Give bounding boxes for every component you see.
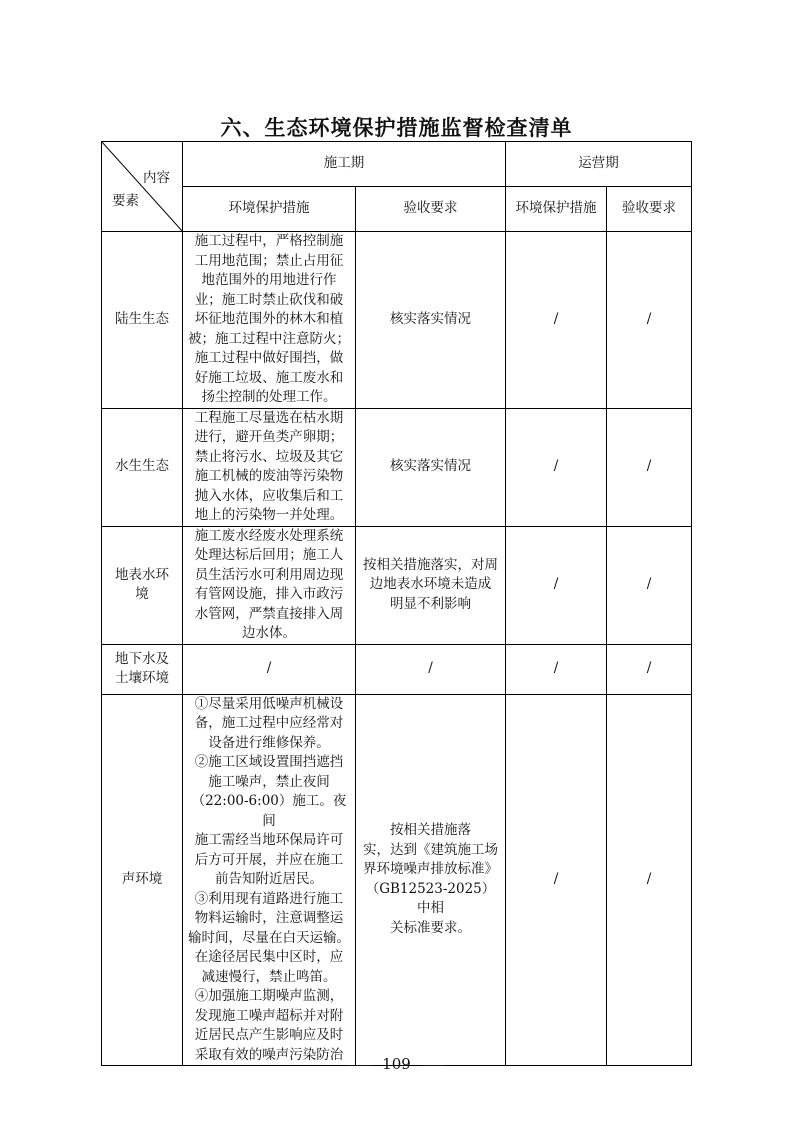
text-line: 施工过程中做好围挡，做 — [194, 350, 344, 366]
table-row — [102, 526, 692, 644]
operation-acceptance-cell: / — [607, 232, 692, 409]
text-line: 前告知附近居民。 — [215, 871, 323, 887]
text-line: （22:00-6:00）施工。夜间 — [191, 793, 347, 829]
text-line: 边地表水环境未造成 — [369, 576, 492, 593]
measures-cell — [183, 526, 356, 644]
element-cell: 声环境 — [102, 694, 183, 1066]
text-line: ④加强施工期噪声监测， — [194, 988, 344, 1004]
page-title: 六、生态环境保护措施监督检查清单 — [220, 116, 573, 140]
text-line: 施工需经当地环保局许可 — [194, 832, 344, 848]
text-line: 按相关措施落实，对周 — [363, 556, 498, 573]
text-line: 业；施工时禁止砍伐和破 — [194, 291, 344, 308]
text-line: 减速慢行，禁止鸣笛。 — [201, 968, 337, 985]
header-row-1 — [102, 142, 692, 187]
text-line: 坏征地范围外的林木和植 — [194, 311, 344, 327]
element-cell — [102, 526, 183, 644]
text-line: 物料运输时，注意调整运 — [194, 910, 344, 926]
text-line: 施工废水经废水处理系统 — [194, 527, 344, 544]
text-line: 抛入水体，应收集后和工 — [194, 487, 344, 504]
header-construction-measures: 环境保护措施 — [183, 187, 356, 232]
text-line: 界环境噪声排放标准》 — [363, 861, 498, 878]
text-line: 地下水及 — [115, 650, 169, 667]
text-line: 水管网，严禁直接排入周 — [194, 605, 344, 622]
text-line: 设备进行维修保养。 — [208, 734, 330, 751]
text-line: 边水体。 — [242, 625, 296, 641]
text-line: 备，施工过程中应经常对 — [194, 715, 344, 731]
corner-label-element: 要素 — [112, 193, 139, 209]
text-line: 实，达到《建筑施工场 — [363, 841, 498, 858]
operation-measures-cell: / — [506, 408, 607, 526]
operation-measures-cell: / — [506, 232, 607, 409]
text-line: 禁止将污水、垃圾及其它 — [194, 448, 344, 465]
acceptance-cell — [356, 232, 506, 409]
operation-acceptance-cell: / — [607, 694, 692, 1066]
text-line: 工用地范围；禁止占用征 — [194, 252, 344, 269]
text-line: 工程施工尽量选在枯水期 — [194, 409, 344, 426]
text-line: 地表水环 — [115, 566, 169, 583]
text-line: ③利用现有道路进行施工 — [194, 890, 344, 907]
text-line: 土壤环境 — [115, 670, 169, 686]
table-row — [102, 408, 692, 526]
text-line: 处理达标后回用；施工人 — [194, 547, 344, 563]
measures-cell — [183, 408, 356, 526]
text-line: 好施工垃圾、施工废水和 — [194, 369, 344, 386]
page-number: 109 — [382, 1055, 411, 1073]
operation-acceptance-cell: / — [607, 408, 692, 526]
acceptance-cell — [356, 526, 506, 644]
text-line: 按相关措施落 — [390, 822, 471, 839]
text-line: 扬尘控制的处理工作。 — [201, 389, 337, 405]
footer-dash-right — [421, 1065, 445, 1066]
text-line: ②施工区域设置围挡遮挡 — [194, 754, 344, 770]
text-line: 地上的污染物一并处理。 — [194, 507, 344, 523]
header-construction-period: 施工期 — [183, 142, 506, 187]
table-row — [102, 644, 692, 694]
diagonal-header-cell — [102, 142, 183, 232]
corner-label-content: 内容 — [143, 170, 170, 186]
text-line: 被；施工过程中注意防火； — [188, 330, 350, 347]
footer-dash-left — [348, 1065, 372, 1066]
table-row — [102, 232, 692, 409]
text-line: 地范围外的用地进行作 — [201, 272, 337, 288]
measures-cell — [183, 232, 356, 409]
text-line: 输时间，尽量在白天运输。 — [188, 929, 350, 946]
operation-acceptance-cell: / — [607, 644, 692, 694]
text-line: 关标准要求。 — [390, 919, 471, 936]
text-line: 采取有效的噪声污染防治 — [194, 1046, 344, 1063]
text-line: 施工机械的废油等污染物 — [194, 468, 344, 484]
header-operation-acceptance: 验收要求 — [607, 187, 692, 232]
text-line: 后方可开展，并应在施工 — [194, 851, 344, 868]
element-cell — [102, 644, 183, 694]
header-operation-period: 运营期 — [506, 142, 692, 187]
text-line: 发现施工噪声超标并对附 — [194, 1007, 344, 1024]
operation-acceptance-cell: / — [607, 526, 692, 644]
header-row-2 — [102, 187, 692, 232]
header-construction-acceptance: 验收要求 — [356, 187, 506, 232]
text-line: 近居民点产生影响应及时 — [194, 1027, 344, 1043]
text-line: 境 — [135, 586, 149, 602]
text-line: 施工噪声，禁止夜间 — [208, 773, 330, 790]
inspection-checklist-table — [101, 141, 692, 1066]
header-operation-measures: 环境保护措施 — [506, 187, 607, 232]
text-line: 核实落实情况 — [390, 458, 471, 475]
acceptance-cell — [356, 694, 506, 1066]
table-row — [102, 694, 692, 1066]
text-line: 在途径居民集中区时，应 — [194, 949, 344, 965]
acceptance-cell — [356, 408, 506, 526]
text-line: 核实落实情况 — [390, 311, 471, 327]
operation-measures-cell: / — [506, 644, 607, 694]
element-cell: 水生生态 — [102, 408, 183, 526]
text-line: 员生活污水可利用周边现 — [194, 566, 344, 583]
text-line: （GB12523-2025）中相 — [365, 880, 496, 917]
text-line: 有管网设施，排入市政污 — [194, 586, 344, 602]
operation-measures-cell: / — [506, 694, 607, 1066]
text-line: 施工过程中，严格控制施 — [194, 233, 344, 249]
page-footer — [0, 1055, 793, 1073]
element-cell: 陆生生态 — [102, 232, 183, 409]
measures-cell — [183, 644, 356, 694]
text-line: 进行，避开鱼类产卵期； — [194, 429, 344, 445]
operation-measures-cell: / — [506, 526, 607, 644]
text-line: / — [266, 660, 272, 677]
text-line: / — [428, 660, 433, 677]
text-line: ①尽量采用低噪声机械设 — [194, 695, 344, 712]
measures-cell — [183, 694, 356, 1066]
acceptance-cell — [356, 644, 506, 694]
text-line: 明显不利影响 — [390, 595, 471, 612]
